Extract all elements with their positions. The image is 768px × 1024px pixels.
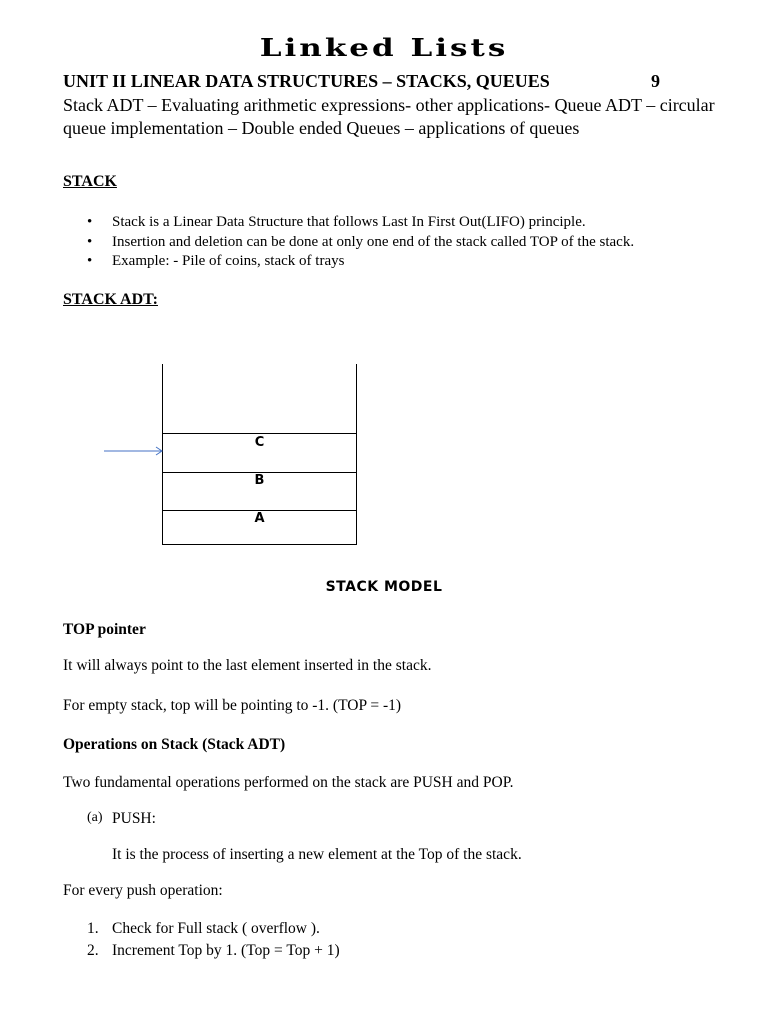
step-number: 1. [87,920,99,937]
bullet-item: • Example: - Pile of coins, stack of trays [63,252,634,272]
step-number: 2. [87,942,99,959]
push-marker: (a) [87,810,103,825]
step-text: Increment Top by 1. (Top = Top + 1) [112,942,340,959]
push-description: It is the process of inserting a new element at the Top of the stack. [112,846,522,863]
stack-cell-b: B [254,473,265,488]
stack-cell-a: A [254,511,265,526]
list-item [63,940,340,962]
stack-adt-heading: STACK ADT: [63,291,158,308]
unit-title: UNIT II LINEAR DATA STRUCTURES – STACKS, QUEUES [63,71,550,91]
bullet-item: • Stack is a Linear Data Structure that follows Last In First Out(LIFO) principle. [63,213,634,233]
push-label: PUSH: [112,810,156,827]
stack-cell-c: C [254,435,265,450]
top-pointer-text-1: It will always point to the last element inserted in the stack. [63,657,432,674]
stack-model-caption: STACK MODEL [325,579,443,595]
step-text: Check for Full stack ( overflow ). [112,920,320,937]
push-every-text: For every push operation: [63,882,223,899]
stack-heading: STACK [63,173,117,190]
top-pointer-arrow-icon [104,443,166,459]
page-header-title: Linked Lists [259,34,509,63]
list-item [63,918,340,940]
stack-bullet-list [63,213,634,272]
operations-intro: Two fundamental operations performed on the stack are PUSH and POP. [63,774,514,791]
unit-hours: 9 [651,71,660,91]
bullet-item: • Insertion and deletion can be done at only one end of the stack called TOP of the stack. [63,233,634,253]
top-pointer-heading: TOP pointer [63,621,146,638]
unit-syllabus: Stack ADT – Evaluating arithmetic expressions- other applications- Queue ADT – circular queue implementation – Double ended Queues – applications of queues [63,95,715,138]
operations-heading: Operations on Stack (Stack ADT) [63,736,286,753]
stack-model-diagram [162,364,357,545]
push-steps-list [63,918,340,962]
top-pointer-text-2: For empty stack, top will be pointing to -1. (TOP = -1) [63,697,402,714]
